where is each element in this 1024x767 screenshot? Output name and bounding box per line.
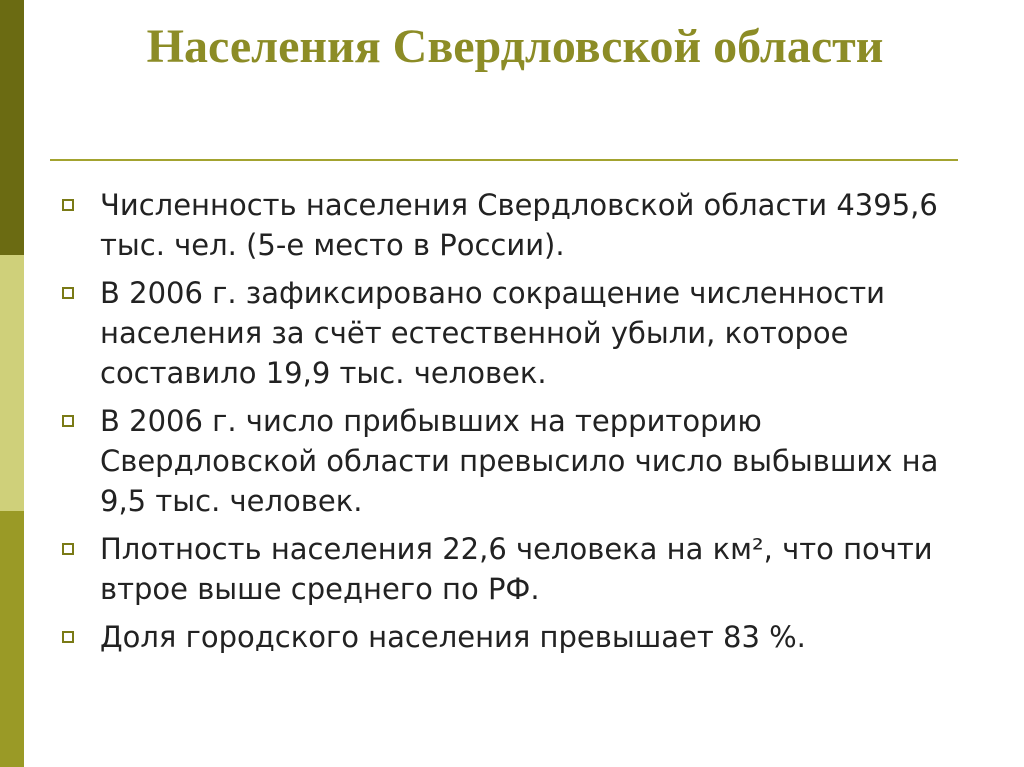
hollow-square-bullet-icon xyxy=(62,415,74,427)
bullet-item-urban-share xyxy=(60,617,980,657)
bullet-text: В 2006 г. число прибывших на территорию Свердловской области превысило число выбывших на 9,5 тыс. человек. xyxy=(100,404,939,518)
hollow-square-bullet-icon xyxy=(62,287,74,299)
slide-title: Населения Свердловской области xyxy=(146,20,884,73)
bullet-item-density xyxy=(60,529,980,609)
side-bar-top xyxy=(0,0,24,255)
title-divider xyxy=(50,159,958,161)
hollow-square-bullet-icon xyxy=(62,631,74,643)
bullet-text: В 2006 г. зафиксировано сокращение численности населения за счёт естественной убыли, которое составило 19,9 тыс. человек. xyxy=(100,276,885,390)
bullet-item-population xyxy=(60,185,980,265)
bullet-text: Плотность населения 22,6 человека на км², что почти втрое выше среднего по РФ. xyxy=(100,532,933,606)
hollow-square-bullet-icon xyxy=(62,543,74,555)
bullet-text: Доля городского населения превышает 83 %. xyxy=(100,620,806,654)
side-bar-middle xyxy=(0,255,24,511)
bullet-item-migration xyxy=(60,401,980,521)
side-bar-bottom xyxy=(0,511,24,767)
hollow-square-bullet-icon xyxy=(62,199,74,211)
bullet-text: Численность населения Свердловской области 4395,6 тыс. чел. (5-е место в России). xyxy=(100,188,938,262)
bullet-item-natural-decline xyxy=(60,273,980,393)
bullet-list xyxy=(60,185,980,665)
